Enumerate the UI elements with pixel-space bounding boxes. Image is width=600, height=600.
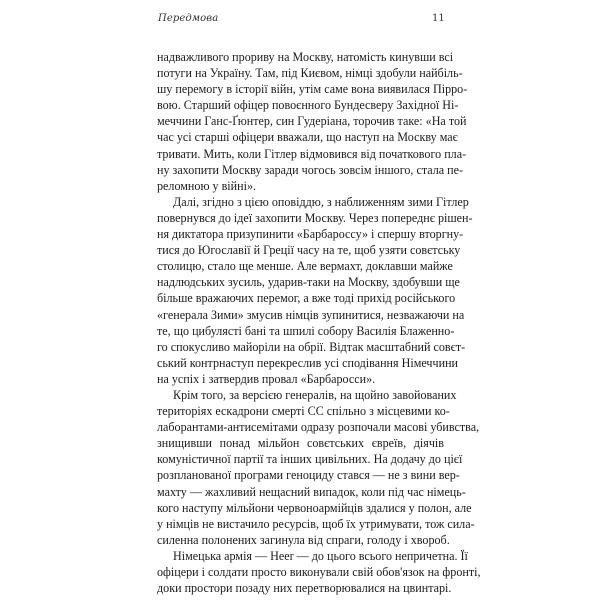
text-line: Крім того, за версією генералів, на щойно завойованих [173, 387, 457, 402]
text-line: те, що цибулясті бані та шпилі собору Василія Блаженно- [157, 323, 455, 338]
text-line: розпланованої програми геноциду стався — не з вини вер- [157, 468, 460, 483]
text-line: на успіх і затвердив провал «Барбаросси». [157, 371, 376, 386]
text-line: меччини Ганс-Ґюнтер, син Гудеріана, торочив таке: «На той [157, 114, 467, 129]
text-line: вою. Старший офіцер повоєнного Бундесверу Західної Ні- [157, 98, 459, 113]
paragraph [157, 194, 473, 387]
text-line: ня диктатора призупинити «Барбароссу» і спершу вторгну- [157, 227, 464, 242]
text-line: Далі, згідно з цією оповіддю, з наближенням зими Гітлер [173, 194, 469, 209]
page-number: 11 [432, 13, 445, 24]
text-line: потуги на Україну. Там, під Києвом, німці здобули найбіль- [157, 66, 463, 81]
text-line: надважливого прориву на Москву, натомість кинувши всі [157, 50, 454, 64]
text-line: Німецька армія — Heer — до цього всього непричетна. Її [173, 548, 468, 563]
text-line: більше вражаючих перемог, а вже тоді прихід російського [157, 291, 456, 306]
text-line: знищивши понад мільйон совєтських євреїв, діячів [157, 436, 444, 451]
text-line: столицю, стало ще менше. Але вермахт, доклавши майже [157, 259, 453, 274]
text-line: лаборантами-антисемітами одразу розпочали масові убивства, [157, 420, 480, 435]
text-line: ський контрнаступ перекреслив усі сподівання Німеччини [157, 355, 459, 370]
text-line: тися до Югославії й Греції часу на те, щоб узяти совєтську [157, 243, 461, 258]
text-line: махту — жахливий нещасний випадок, коли під час німець- [157, 484, 466, 499]
text-line: кого наступу мільйони червоноармійців здалися у полон, але [157, 500, 472, 515]
paragraph [157, 387, 480, 548]
text-line: надлюдських зусиль, ударив-таки на Москву, здобувши ще [157, 275, 460, 290]
text-line: повернувся до ідеї захопити Москву. Через попереднє рішен- [157, 210, 473, 225]
text-line: го спокусливо майоріли на обрії. Відтак масштабний совєт- [157, 339, 466, 354]
text-line: у німців не вистачило ресурсів, щоб їх утримувати, тож сила- [157, 516, 475, 531]
text-line: офіцери і солдати просто виконували свій обов'язок на фронті, [157, 565, 481, 579]
text-line: тривати. Мить, коли Гітлер відмовився від початкового пла- [157, 146, 467, 161]
body-text [157, 49, 481, 596]
text-line: «генерала Зими» змусив німців зупинитися, незважаючи на [157, 307, 465, 322]
text-line: час усі старші офіцери вважали, що наступ на Москву має [157, 130, 458, 145]
running-head: Передмова [158, 13, 219, 24]
text-line: реломною у війні». [157, 178, 257, 193]
text-line: комуністичної партії та інших цивільних. На додачу до цієї [157, 452, 463, 467]
text-line: доки простори позаду них перетворювалися на цвинтарі. [157, 581, 452, 596]
text-line: територіях ескадрони смерті СС спільно з місцевими ко- [157, 404, 450, 419]
paragraph [157, 49, 468, 194]
paragraph [157, 548, 481, 596]
text-line: силенна полонених загинула від спраги, голоду і хвороб. [157, 532, 450, 547]
text-line: шу перемогу в історії війн, утім саме вона виявилася Пірро- [157, 82, 468, 97]
text-line: ну захопити Москву заради чогось зовсім іншого, стала пе- [157, 162, 464, 177]
